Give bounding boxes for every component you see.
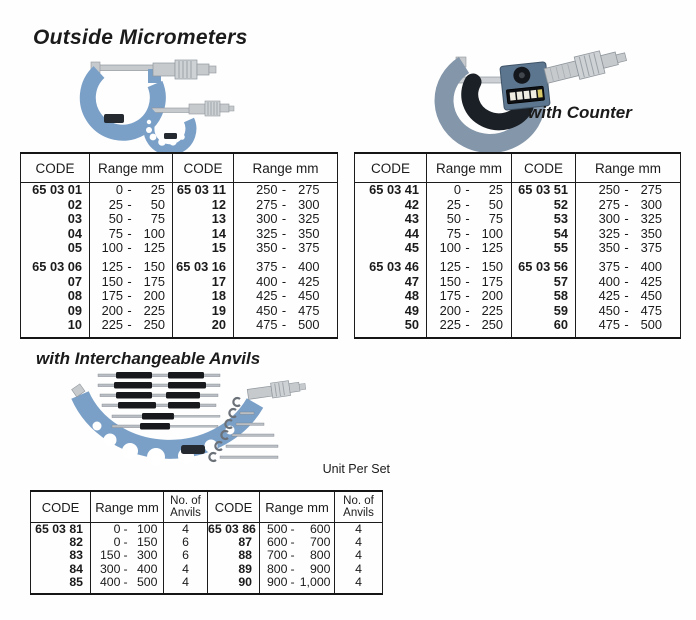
code-cell: 18 bbox=[173, 289, 234, 304]
frame-hole bbox=[147, 120, 151, 124]
range-header: Range mm bbox=[576, 153, 681, 183]
range-cell: 250 - 275 bbox=[576, 183, 681, 198]
range-cell: 425 - 450 bbox=[234, 289, 338, 304]
range-header: Range mm bbox=[260, 491, 335, 523]
range-cell: 0 - 100 bbox=[91, 523, 164, 537]
page-title: Outside Micrometers bbox=[33, 26, 248, 49]
range-cell: 800 - 900 bbox=[260, 563, 335, 576]
code-cell: 15 bbox=[173, 241, 234, 260]
small-micrometer-illustration bbox=[146, 101, 234, 150]
table-row bbox=[21, 304, 338, 319]
code-cell: 57 bbox=[512, 275, 576, 290]
range-cell: 100 - 125 bbox=[90, 241, 173, 260]
code-cell: 55 bbox=[512, 241, 576, 260]
range-cell: 275 - 300 bbox=[234, 198, 338, 213]
head-assembly bbox=[247, 378, 307, 401]
range-cell: 0 - 25 bbox=[90, 183, 173, 198]
code-cell: 02 bbox=[67, 196, 82, 212]
range-cell: 125 - 150 bbox=[90, 260, 173, 275]
code-cell: 85 bbox=[69, 574, 83, 589]
counter-micrometer-image bbox=[396, 28, 638, 152]
with-counter-caption: with Counter bbox=[528, 103, 632, 122]
frame-hole bbox=[158, 138, 166, 146]
range-cell: 600 - 700 bbox=[260, 536, 335, 549]
frame-hole bbox=[93, 422, 102, 431]
code-cell: 07 bbox=[67, 273, 82, 289]
table-row bbox=[31, 523, 383, 537]
code-cell: 19 bbox=[173, 304, 234, 319]
code-header: CODE bbox=[355, 153, 427, 183]
code-header: CODE bbox=[21, 153, 90, 183]
counter-digit bbox=[510, 92, 516, 101]
anvil-rod bbox=[102, 402, 216, 409]
range-cell: 50 - 75 bbox=[90, 212, 173, 227]
range-cell: 150 - 175 bbox=[90, 275, 173, 290]
code-header: CODE bbox=[512, 153, 576, 183]
range-cell: 125 - 150 bbox=[427, 260, 512, 275]
counter-digit bbox=[524, 91, 530, 100]
anvil-rod bbox=[112, 413, 220, 420]
range-header: Range mm bbox=[91, 491, 164, 523]
code-cell: 49 bbox=[404, 302, 419, 318]
code-cell: 17 bbox=[173, 275, 234, 290]
code-cell: 65 03 16 bbox=[173, 260, 234, 275]
range-cell: 350 - 375 bbox=[576, 241, 681, 260]
counter-digit bbox=[517, 91, 523, 100]
table-block bbox=[355, 183, 681, 260]
code-cell: 09 bbox=[67, 302, 82, 318]
range-cell: 150 - 175 bbox=[427, 275, 512, 290]
frame-label bbox=[181, 445, 205, 454]
sleeve bbox=[544, 61, 579, 83]
range-cell: 25 - 50 bbox=[427, 198, 512, 213]
frame-hole bbox=[179, 134, 185, 140]
anvils-cell: 4 bbox=[335, 536, 383, 549]
frame-hole bbox=[146, 127, 152, 133]
range-cell: 450 - 475 bbox=[234, 304, 338, 319]
anvils-cell: 4 bbox=[335, 549, 383, 562]
code-cell: 05 bbox=[67, 240, 82, 256]
anvils-header: No. of Anvils bbox=[164, 491, 208, 523]
table-block bbox=[21, 183, 338, 260]
range-cell: 300 - 325 bbox=[234, 212, 338, 227]
range-header: Range mm bbox=[427, 153, 512, 183]
table-row bbox=[21, 289, 338, 304]
range-cell: 0 - 150 bbox=[91, 536, 164, 549]
range-cell: 75 - 100 bbox=[427, 227, 512, 242]
range-cell: 50 - 75 bbox=[427, 212, 512, 227]
sleeve bbox=[189, 104, 205, 114]
range-cell: 225 - 250 bbox=[427, 318, 512, 338]
range-cell: 375 - 400 bbox=[234, 260, 338, 275]
range-cell: 325 - 350 bbox=[234, 227, 338, 242]
code-cell: 84 bbox=[69, 561, 83, 576]
code-header: CODE bbox=[208, 491, 260, 523]
table-row bbox=[21, 318, 338, 338]
code-cell: 60 bbox=[512, 318, 576, 338]
anvil-set-image bbox=[50, 368, 320, 472]
anvils-cell: 4 bbox=[335, 523, 383, 537]
range-cell: 150 - 300 bbox=[91, 549, 164, 562]
range-cell: 375 - 400 bbox=[576, 260, 681, 275]
range-cell: 350 - 375 bbox=[234, 241, 338, 260]
code-cell: 65 03 06 bbox=[32, 258, 82, 274]
counter-digit bbox=[537, 89, 542, 97]
code-cell: 65 03 81 bbox=[35, 522, 83, 536]
range-cell: 400 - 425 bbox=[234, 275, 338, 290]
code-cell: 58 bbox=[512, 289, 576, 304]
frame-label bbox=[104, 114, 124, 123]
anvils-cell: 6 bbox=[164, 536, 208, 549]
table-row bbox=[31, 563, 383, 576]
ratchet bbox=[197, 64, 209, 75]
table-row bbox=[21, 212, 338, 227]
code-cell: 65 03 86 bbox=[208, 523, 260, 537]
anvils-cell: 4 bbox=[164, 563, 208, 576]
table-row bbox=[355, 260, 681, 275]
code-cell: 20 bbox=[173, 318, 234, 338]
range-cell: 400 - 500 bbox=[91, 576, 164, 594]
range-cell: 325 - 350 bbox=[576, 227, 681, 242]
ratchet-cap bbox=[616, 53, 627, 63]
anvil-rod bbox=[100, 392, 218, 399]
table-row bbox=[355, 183, 681, 198]
spanner bbox=[233, 398, 240, 406]
head-assembly bbox=[543, 45, 628, 87]
code-cell: 08 bbox=[67, 288, 82, 304]
code-cell: 13 bbox=[173, 212, 234, 227]
anvil-rods bbox=[98, 372, 220, 430]
table-row bbox=[355, 304, 681, 319]
range-cell: 200 - 225 bbox=[427, 304, 512, 319]
code-cell: 54 bbox=[512, 227, 576, 242]
code-cell: 65 03 41 bbox=[369, 182, 419, 197]
table-row bbox=[355, 275, 681, 290]
code-cell: 65 03 01 bbox=[32, 182, 82, 197]
table-row bbox=[21, 241, 338, 260]
frame-hole bbox=[122, 443, 138, 459]
frame-hole bbox=[150, 134, 157, 141]
range-cell: 400 - 425 bbox=[576, 275, 681, 290]
unit-per-set-note: Unit Per Set bbox=[322, 462, 390, 476]
code-cell: 04 bbox=[67, 225, 82, 241]
interchangeable-anvils-caption: with Interchangeable Anvils bbox=[36, 349, 261, 368]
range-cell: 300 - 325 bbox=[576, 212, 681, 227]
range-cell: 175 - 200 bbox=[90, 289, 173, 304]
range-cell: 300 - 400 bbox=[91, 563, 164, 576]
frame-hole bbox=[147, 448, 165, 466]
table-row bbox=[21, 198, 338, 213]
range-cell: 200 - 225 bbox=[90, 304, 173, 319]
code-cell: 43 bbox=[404, 211, 419, 227]
with-counter-table bbox=[354, 152, 681, 339]
counter-micrometer-illustration bbox=[444, 45, 628, 143]
code-cell: 88 bbox=[208, 549, 260, 562]
ratchet bbox=[220, 104, 229, 112]
counter-digit bbox=[530, 90, 536, 99]
sleeve bbox=[247, 386, 272, 399]
code-header: CODE bbox=[31, 491, 91, 523]
range-cell: 475 - 500 bbox=[576, 318, 681, 338]
code-cell: 10 bbox=[67, 317, 82, 333]
ratchet-cap bbox=[209, 66, 216, 73]
code-cell: 90 bbox=[208, 576, 260, 594]
outside-micrometers-table bbox=[20, 152, 338, 339]
code-cell: 59 bbox=[512, 304, 576, 319]
range-cell: 450 - 475 bbox=[576, 304, 681, 319]
table-row bbox=[31, 576, 383, 594]
thimble bbox=[175, 60, 197, 79]
sleeve bbox=[153, 63, 175, 76]
table-row bbox=[355, 289, 681, 304]
code-cell: 87 bbox=[208, 536, 260, 549]
range-cell: 25 - 50 bbox=[90, 198, 173, 213]
range-cell: 250 - 275 bbox=[234, 183, 338, 198]
table-row bbox=[355, 212, 681, 227]
table-row bbox=[355, 198, 681, 213]
anvils-header: No. of Anvils bbox=[335, 491, 383, 523]
outside-micrometers-image bbox=[52, 52, 244, 152]
code-cell: 65 03 46 bbox=[369, 258, 419, 274]
code-cell: 50 bbox=[404, 317, 419, 333]
range-cell: 900 - 1,000 bbox=[260, 576, 335, 594]
range-cell: 500 - 600 bbox=[260, 523, 335, 537]
code-cell: 47 bbox=[404, 273, 419, 289]
range-header: Range mm bbox=[90, 153, 173, 183]
anvils-cell: 4 bbox=[335, 563, 383, 576]
table-row bbox=[21, 275, 338, 290]
anvils-cell: 6 bbox=[164, 549, 208, 562]
code-cell: 65 03 11 bbox=[173, 183, 234, 198]
table-block bbox=[31, 523, 383, 595]
range-cell: 175 - 200 bbox=[427, 289, 512, 304]
code-cell: 83 bbox=[69, 548, 83, 563]
frame bbox=[149, 113, 191, 150]
table-row bbox=[21, 227, 338, 242]
table-row bbox=[355, 227, 681, 242]
anvil-rod bbox=[98, 372, 220, 379]
range-header: Range mm bbox=[234, 153, 338, 183]
code-header: CODE bbox=[173, 153, 234, 183]
code-cell: 48 bbox=[404, 288, 419, 304]
table-row bbox=[21, 183, 338, 198]
table-block bbox=[21, 260, 338, 338]
spindle bbox=[92, 65, 156, 71]
ratchet bbox=[601, 52, 619, 68]
code-cell: 12 bbox=[173, 198, 234, 213]
range-cell: 100 - 125 bbox=[427, 241, 512, 260]
thimble bbox=[205, 101, 220, 116]
range-cell: 225 - 250 bbox=[90, 318, 173, 338]
range-cell: 425 - 450 bbox=[576, 289, 681, 304]
spanner bbox=[209, 453, 278, 461]
table-row bbox=[31, 549, 383, 562]
frame-label bbox=[164, 133, 177, 139]
code-cell: 14 bbox=[173, 227, 234, 242]
code-cell: 65 03 51 bbox=[512, 183, 576, 198]
table-row bbox=[355, 318, 681, 338]
anvils-cell: 4 bbox=[164, 576, 208, 594]
code-cell: 53 bbox=[512, 212, 576, 227]
anvil-rod bbox=[98, 382, 220, 389]
table-row bbox=[355, 241, 681, 260]
range-cell: 475 - 500 bbox=[234, 318, 338, 338]
ratchet-cap bbox=[299, 383, 306, 390]
ratchet bbox=[289, 382, 300, 392]
code-cell: 52 bbox=[512, 198, 576, 213]
anvils-cell: 4 bbox=[335, 576, 383, 594]
code-cell: 65 03 56 bbox=[512, 260, 576, 275]
range-cell: 700 - 800 bbox=[260, 549, 335, 562]
range-cell: 0 - 25 bbox=[427, 183, 512, 198]
code-cell: 89 bbox=[208, 563, 260, 576]
table-block bbox=[355, 260, 681, 338]
anvils-cell: 4 bbox=[164, 523, 208, 537]
ratchet-cap bbox=[229, 106, 234, 111]
code-cell: 03 bbox=[67, 211, 82, 227]
range-cell: 275 - 300 bbox=[576, 198, 681, 213]
anvil-set-illustration bbox=[72, 372, 307, 466]
code-cell: 42 bbox=[404, 196, 419, 212]
frame-hole bbox=[169, 138, 176, 145]
anvil-rod bbox=[112, 423, 218, 430]
code-cell: 82 bbox=[69, 535, 83, 550]
code-cell: 45 bbox=[404, 240, 419, 256]
anvil-micrometers-table bbox=[30, 490, 383, 595]
code-cell: 44 bbox=[404, 225, 419, 241]
table-row bbox=[21, 260, 338, 275]
range-cell: 75 - 100 bbox=[90, 227, 173, 242]
frame-hole bbox=[104, 434, 117, 447]
